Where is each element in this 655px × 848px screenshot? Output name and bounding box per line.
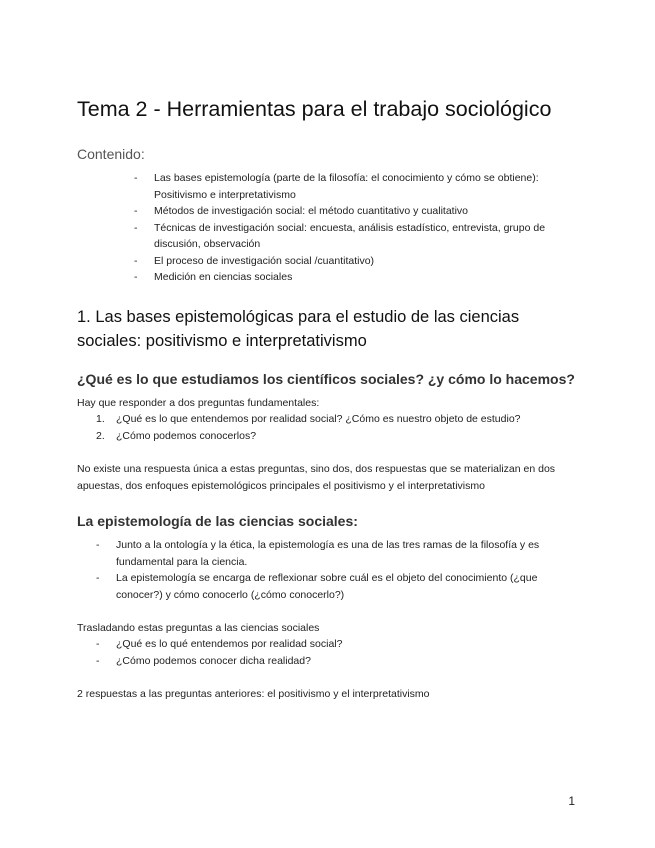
list-item: - ¿Cómo podemos conocer dicha realidad? — [116, 653, 576, 670]
epistemology-heading: La epistemología de las ciencias sociales: — [77, 513, 358, 529]
section-number: 1. — [77, 308, 91, 326]
contenido-heading: Contenido: — [77, 146, 145, 162]
trasladando-paragraph: Trasladando estas preguntas a las ciencias sociales — [77, 622, 320, 634]
document-title: Tema 2 - Herramientas para el trabajo sociológico — [77, 97, 552, 121]
list-item: 1. ¿Qué es lo que entendemos por realidad social? ¿Cómo es nuestro objeto de estudio? — [96, 413, 521, 425]
dash-bullet: - — [134, 205, 138, 217]
dash-bullet: - — [96, 572, 100, 584]
questions-list — [96, 411, 586, 444]
intro-paragraph: Hay que responder a dos preguntas fundamentales: — [77, 397, 320, 409]
list-item: - ¿Qué es lo qué entendemos por realidad social? — [116, 636, 576, 653]
list-item: - Medición en ciencias sociales — [154, 269, 594, 286]
dash-bullet: - — [96, 638, 100, 650]
dash-bullet: - — [96, 654, 100, 667]
list-item: - Métodos de investigación social: el método cuantitativo y cualitativo — [154, 203, 594, 220]
section-title: Las bases epistemológicas para el estudio de las ciencias sociales: positivismo e interpretativismo — [77, 308, 520, 350]
dash-bullet: - — [134, 254, 138, 267]
dash-bullet: - — [134, 271, 138, 283]
list-item: - Las bases epistemología (parte de la filosofía: el conocimiento y cómo se obtiene): Positivismo e interpretativismo — [134, 172, 539, 201]
answer-paragraph: No existe una respuesta única a estas preguntas, sino dos, dos respuestas que se materializan en dos apuestas, dos enfoques epistemológicos principales el positivismo y el interpretativismo — [77, 463, 556, 492]
list-item: 2. ¿Cómo podemos conocerlos? — [96, 429, 257, 442]
section-1-heading — [77, 305, 557, 353]
dash-bullet: - — [134, 221, 138, 234]
list-item: - Técnicas de investigación social: encuesta, análisis estadístico, entrevista, grupo de discusión, observación — [134, 221, 546, 250]
list-item: - El proceso de investigación social /cuantitativo) — [154, 253, 594, 270]
list-item: - La epistemología se encarga de reflexionar sobre cuál es el objeto del conocimiento (¿que conocer?) y cómo conocerlo (¿cómo conocerlo?) — [96, 572, 538, 601]
dash-bullet: - — [96, 539, 100, 551]
question-heading: ¿Qué es lo que estudiamos los científicos sociales? ¿y cómo lo hacemos? — [77, 371, 575, 387]
list-item: - Junto a la ontología y la ética, la epistemología es una de las tres ramas de la filosofía y es fundamental para la ciencia. — [96, 539, 540, 568]
closing-paragraph: 2 respuestas a las preguntas anteriores: el positivismo y el interpretativismo — [77, 688, 430, 700]
page-number: 1 — [568, 794, 575, 808]
trasladando-list — [96, 636, 576, 669]
dash-bullet: - — [134, 172, 138, 184]
contenido-list — [134, 170, 594, 286]
epistemology-list — [96, 537, 576, 603]
